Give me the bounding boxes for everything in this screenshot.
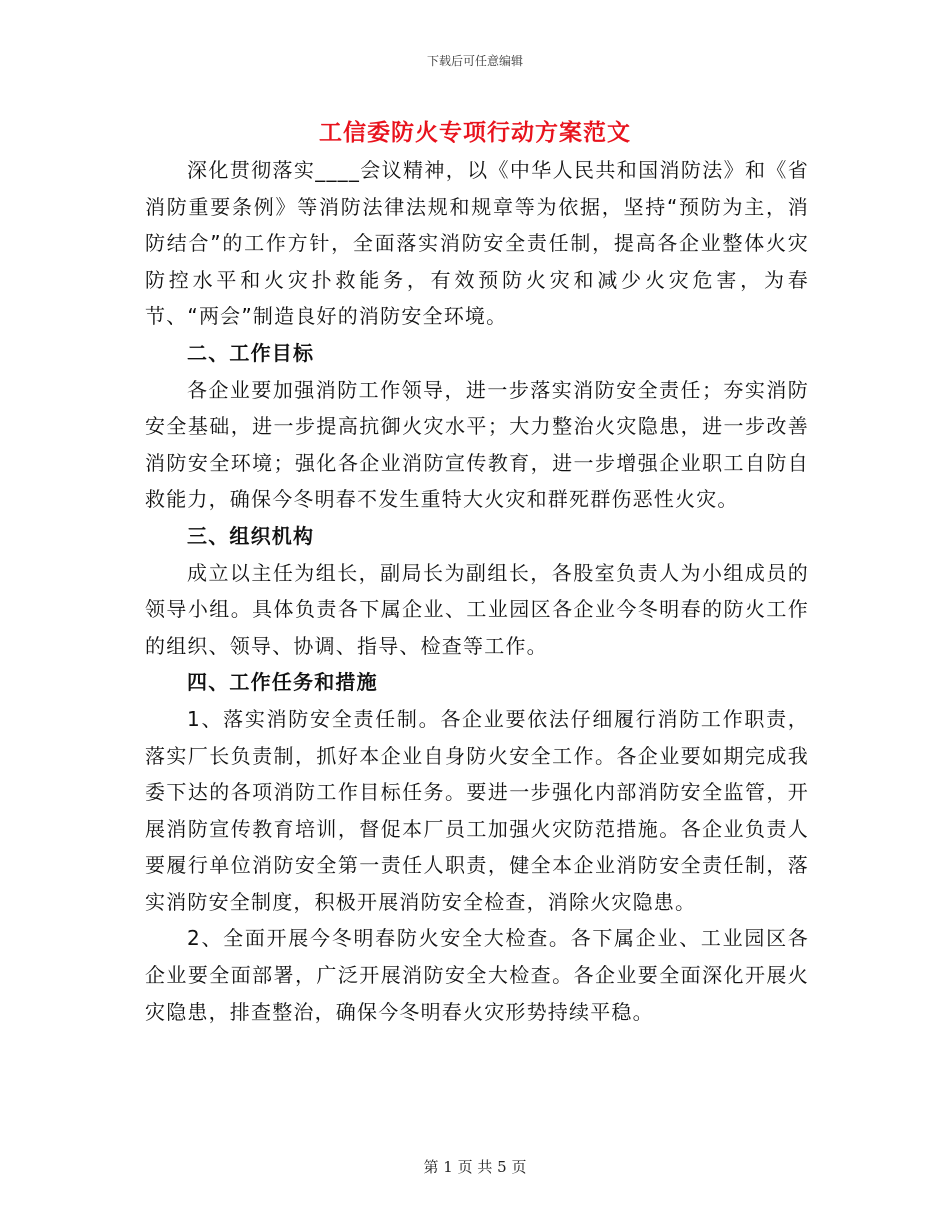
task-item-2: 2、全面开展今冬明春防火安全大检查。各下属企业、工业园区各企业要全面部署，广泛开展消防安全大检查。各企业要全面深化开展火灾隐患，排查整治，确保今冬明春火灾形势持续平稳。 [145,926,809,1024]
section-heading-goals: 二、工作目标 [187,340,315,365]
task-item-1: 1、落实消防安全责任制。各企业要依法仔细履行消防工作职责，落实厂长负责制，抓好本企业自身防火安全工作。各企业要如期完成我委下达的各项消防工作目标任务。要进一步强化内部消防安全监管，开展消防宣传教育培训，督促本厂员工加强火灾防范措施。各企业负责人要履行单位消防安全第一责任人职责，健全本企业消防安全责任制，落实消防安全制度，积极开展消防安全检查，消除火灾隐患。 [145,706,809,914]
section-heading-organization: 三、组织机构 [187,523,315,548]
page-header: 下载后可任意编辑 [426,54,523,68]
page-footer: 第 1 页 共 5 页 [423,1158,527,1176]
goals-paragraph: 各企业要加强消防工作领导，进一步落实消防安全责任；夯实消防安全基础，进一步提高抗御火灾水平；大力整治火灾隐患，进一步改善消防安全环境；强化各企业消防宣传教育，进一步增强企业职工自防自救能力，确保今冬明春不发生重特大火灾和群死群伤恶性火灾。 [145,377,809,512]
organization-paragraph: 成立以主任为组长，副局长为副组长，各股室负责人为小组成员的领导小组。具体负责各下属企业、工业园区各企业今冬明春的防火工作的组织、领导、协调、指导、检查等工作。 [145,560,809,658]
document-body [145,152,809,1030]
section-heading-tasks: 四、工作任务和措施 [187,670,378,695]
document-title: 工信委防火专项行动方案范文 [319,120,631,146]
intro-paragraph: 深化贯彻落实____会议精神，以《中华人民共和国消防法》和《省消防重要条例》等消防法律法规和规章等为依据，坚持“预防为主，消防结合”的工作方针，全面落实消防安全责任制，提高各企业整体火灾防控水平和火灾扑救能务，有效预防火灾和减少火灾危害，为春节、“两会”制造良好的消防安全环境。 [145,158,809,329]
